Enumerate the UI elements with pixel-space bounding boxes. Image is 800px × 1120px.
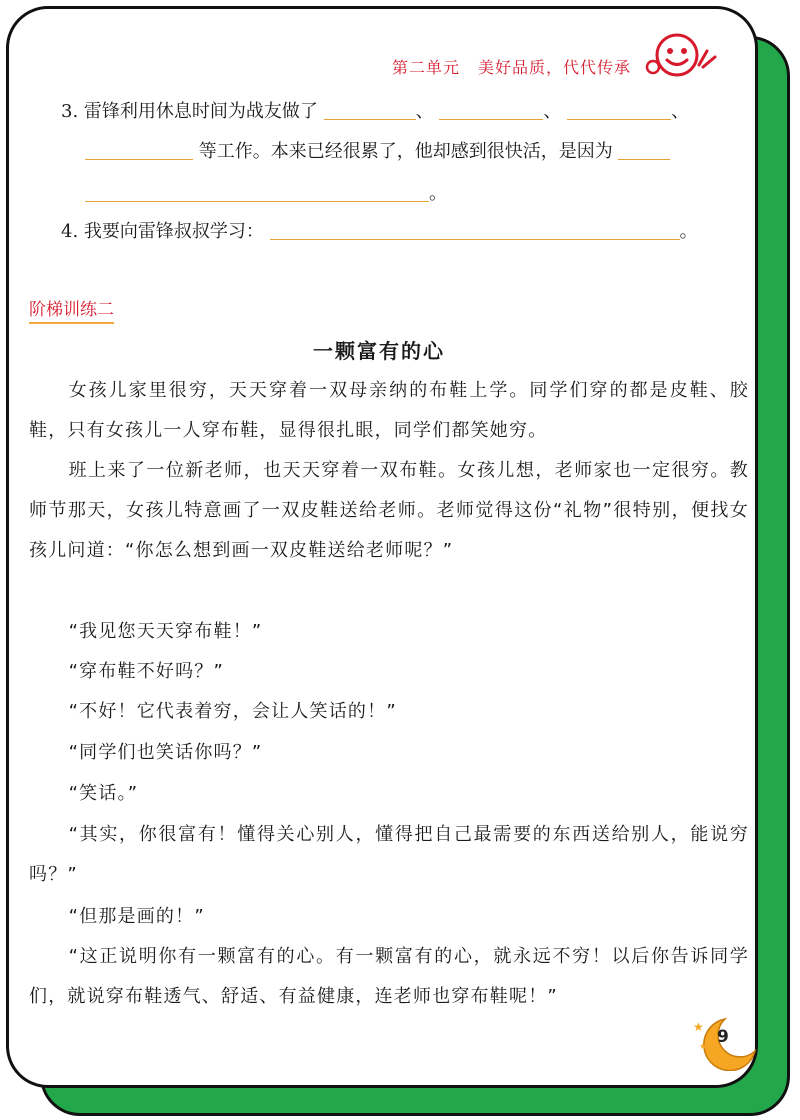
dialogue-line: “这正说明你有一颗富有的心。有一颗富有的心，就永远不穷！以后你告诉同学们，就说穿布鞋透气、舒适、有益健康，连老师也穿布鞋呢！” bbox=[29, 946, 749, 1007]
answer-blank[interactable] bbox=[618, 141, 670, 160]
answer-blank[interactable] bbox=[85, 141, 193, 160]
period: 。 bbox=[679, 221, 698, 242]
article-paragraph: 女孩儿家里很穷，天天穿着一双母亲纳的布鞋上学。同学们穿的都是皮鞋、胶鞋，只有女孩儿一人穿布鞋，显得很扎眼，同学们都笑她穷。 bbox=[29, 380, 749, 441]
separator: 、 bbox=[415, 101, 434, 122]
dialogue-line: “不好！它代表着穷，会让人笑话的！” bbox=[68, 701, 397, 722]
answer-blank[interactable] bbox=[85, 183, 429, 202]
dialogue-line: “但那是画的！” bbox=[68, 906, 205, 927]
answer-blank[interactable] bbox=[324, 101, 416, 120]
question-3-line2 bbox=[85, 137, 670, 163]
page-sheet bbox=[6, 6, 758, 1088]
svg-text:★: ★ bbox=[693, 1020, 704, 1034]
question-3-continuation: 等工作。本来已经很累了，他却感到很快活，是因为 bbox=[198, 141, 613, 162]
unit-theme: 美好品质，代代传承 bbox=[477, 58, 631, 77]
separator: 、 bbox=[671, 101, 690, 122]
period: 。 bbox=[429, 183, 447, 204]
question-3-text: 3. 雷锋利用休息时间为战友做了 bbox=[61, 101, 318, 122]
article-paragraph: 班上来了一位新老师，也天天穿着一双布鞋。女孩儿想，老师家也一定很穷。教师节那天，女孩儿特意画了一双皮鞋送给老师。老师觉得这份“礼物”很特别，便找女孩儿问道：“你怎么想到画一双皮鞋送给老师呢？” bbox=[29, 460, 749, 561]
answer-blank[interactable] bbox=[439, 101, 543, 120]
question-3-line1 bbox=[61, 97, 689, 123]
question-4-text: 4. 我要向雷锋叔叔学习： bbox=[61, 221, 264, 242]
smiley-mascot-icon bbox=[641, 29, 721, 85]
question-4-line bbox=[61, 217, 698, 243]
dialogue-line: “其实，你很富有！懂得关心别人，懂得把自己最需要的东西送给别人，能说穷吗？” bbox=[29, 824, 749, 885]
dialogue-line: “我见您天天穿布鞋！” bbox=[68, 621, 263, 642]
dialogue-line: “同学们也笑话你吗？” bbox=[68, 742, 263, 763]
answer-blank[interactable] bbox=[270, 221, 680, 240]
dialogue-line: “穿布鞋不好吗？” bbox=[68, 661, 225, 682]
article-title: 一颗富有的心 bbox=[313, 339, 445, 363]
page-number: 9 bbox=[717, 1027, 729, 1047]
separator: 、 bbox=[543, 101, 562, 122]
answer-blank[interactable] bbox=[567, 101, 671, 120]
section-title: 阶梯训练二 bbox=[29, 295, 114, 324]
unit-header bbox=[392, 55, 631, 78]
dialogue-line: “笑话。” bbox=[68, 783, 139, 804]
question-3-line3 bbox=[85, 179, 447, 205]
svg-text:★: ★ bbox=[699, 1042, 708, 1052]
unit-label: 第二单元 bbox=[391, 58, 460, 77]
